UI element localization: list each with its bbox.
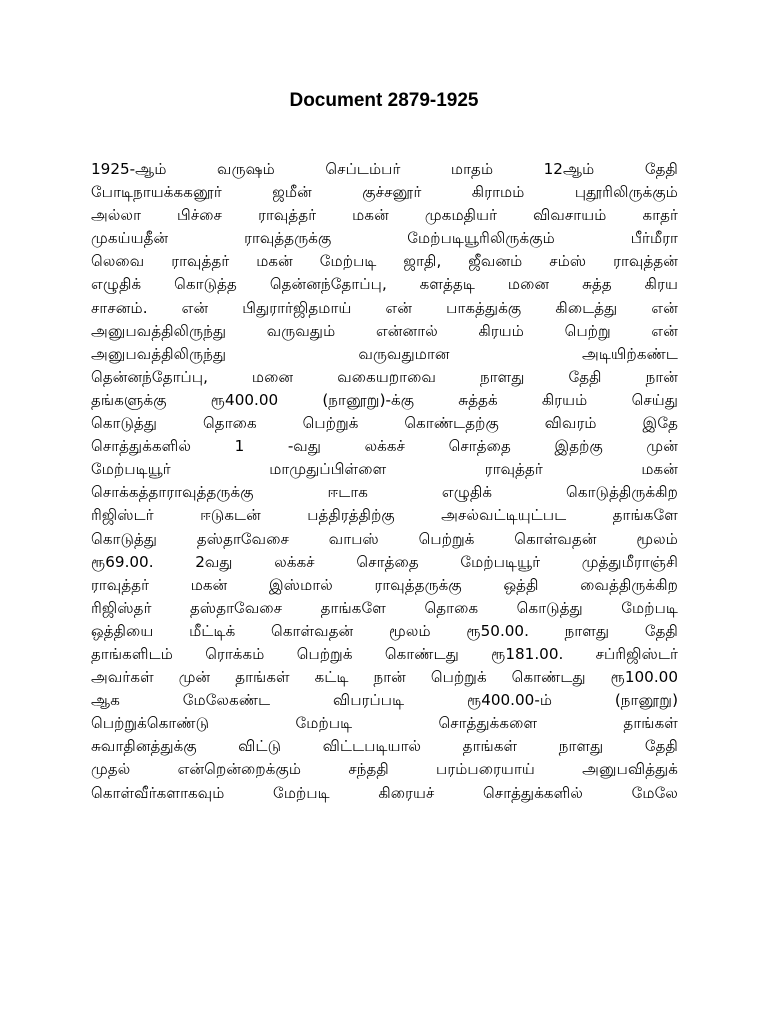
document-title: Document 2879-1925	[289, 90, 479, 111]
body-line: ராவுத்தர் மகன் இஸ்மால் ராவுத்தருக்கு ஒத்தி வைத்திருக்கிற	[91, 575, 678, 594]
body-line: கொடுத்து தஸ்தாவேசை வாபஸ் பெற்றுக் கொள்வதன் மூலம்	[91, 529, 678, 548]
body-line: லெவை ராவுத்தர் மகன் மேற்படி ஜாதி, ஜீவனம் சம்ஸ் ராவுத்தன்	[91, 252, 678, 271]
body-line: ஆக மேலேகண்ட விபரப்படி ரூ400.00-ம் (நானூறு)	[91, 691, 678, 710]
body-line: அனுபவத்திலிருந்து வருவதும் என்னால் கிரயம் பெற்று என்	[91, 321, 678, 340]
body-line: பெற்றுக்கொண்டு மேற்படி சொத்துக்களை தாங்கள்	[91, 714, 678, 733]
body-line: 1925-ஆம் வருஷம் செப்டம்பர் மாதம் 12ஆம் தேதி	[91, 160, 678, 178]
body-line: போடிநாயக்ககனூர் ஜமீன் குச்சனூர் கிராமம் புதூரிலிருக்கும்	[91, 183, 678, 202]
body-line: ரூ69.00. 2வது லக்கச் சொத்தை மேற்படியூர் முத்துமீராஞ்சி	[91, 552, 678, 571]
body-line: சொத்துக்களில் 1 -வது லக்கச் சொத்தை இதற்கு முன்	[91, 437, 678, 456]
body-line: ஒத்தியை மீட்டிக் கொள்வதன் மூலம் ரூ50.00. நாளது தேதி	[91, 621, 678, 640]
body-line: தாங்களிடம் ரொக்கம் பெற்றுக் கொண்டது ரூ181.00. சப்ரிஜிஸ்டர்	[91, 644, 678, 663]
body-line: சொக்கத்தாராவுத்தருக்கு ஈடாக எழுதிக் கொடுத்திருக்கிற	[91, 483, 678, 502]
body-line: ரிஜிஸ்டர் ஈடுகடன் பத்திரத்திற்கு அசல்வட்டியுட்பட தாங்களே	[91, 506, 678, 525]
body-line: தங்களுக்கு ரூ400.00 (நானூறு)-க்கு சுத்தக் கிரயம் செய்து	[91, 390, 678, 409]
body-line: முதல் என்றென்றைக்கும் சந்ததி பரம்பரையாய் அனுபவித்துக்	[91, 760, 678, 779]
body-line: சுவாதினத்துக்கு விட்டு விட்டபடியால் தாங்கள் நாளது தேதி	[91, 737, 678, 756]
body-line: சாசனம். என் பிதுரார்ஜிதமாய் என் பாகத்துக்கு கிடைத்து என்	[91, 298, 678, 317]
body-line: தென்னந்தோப்பு, மனை வகையறாவை நாளது தேதி நான்	[91, 367, 678, 386]
body-line: ரிஜிஸ்தர் தஸ்தாவேசை தாங்களே தொகை கொடுத்து மேற்படி	[91, 598, 678, 617]
body-line: கொடுத்து தொகை பெற்றுக் கொண்டதற்கு விவரம் இதே	[91, 414, 678, 433]
body-line: முகய்யதீன் ராவுத்தருக்கு மேற்படியூரிலிருக்கும் பீர்மீரா	[91, 229, 678, 248]
body-line: எழுதிக் கொடுத்த தென்னந்தோப்பு, களத்தடி மனை சுத்த கிரய	[91, 275, 678, 294]
body-line: கொள்வீர்களாகவும் மேற்படி கிரையச் சொத்துக்களில் மேலே	[91, 783, 678, 802]
body-line: அல்லா பிச்சை ராவுத்தர் மகன் முகமதியர் விவசாயம் காதர்	[91, 206, 678, 225]
body-line: அவர்கள் முன் தாங்கள் கட்டி நான் பெற்றுக் கொண்டது ரூ100.00	[91, 668, 678, 687]
body-line: அனுபவத்திலிருந்து வருவதுமான அடியிற்கண்ட	[91, 344, 678, 363]
body-line: மேற்படியூர் மாமுதுப்பிள்ளை ராவுத்தர் மகன்	[91, 460, 678, 479]
document-body	[91, 158, 678, 805]
